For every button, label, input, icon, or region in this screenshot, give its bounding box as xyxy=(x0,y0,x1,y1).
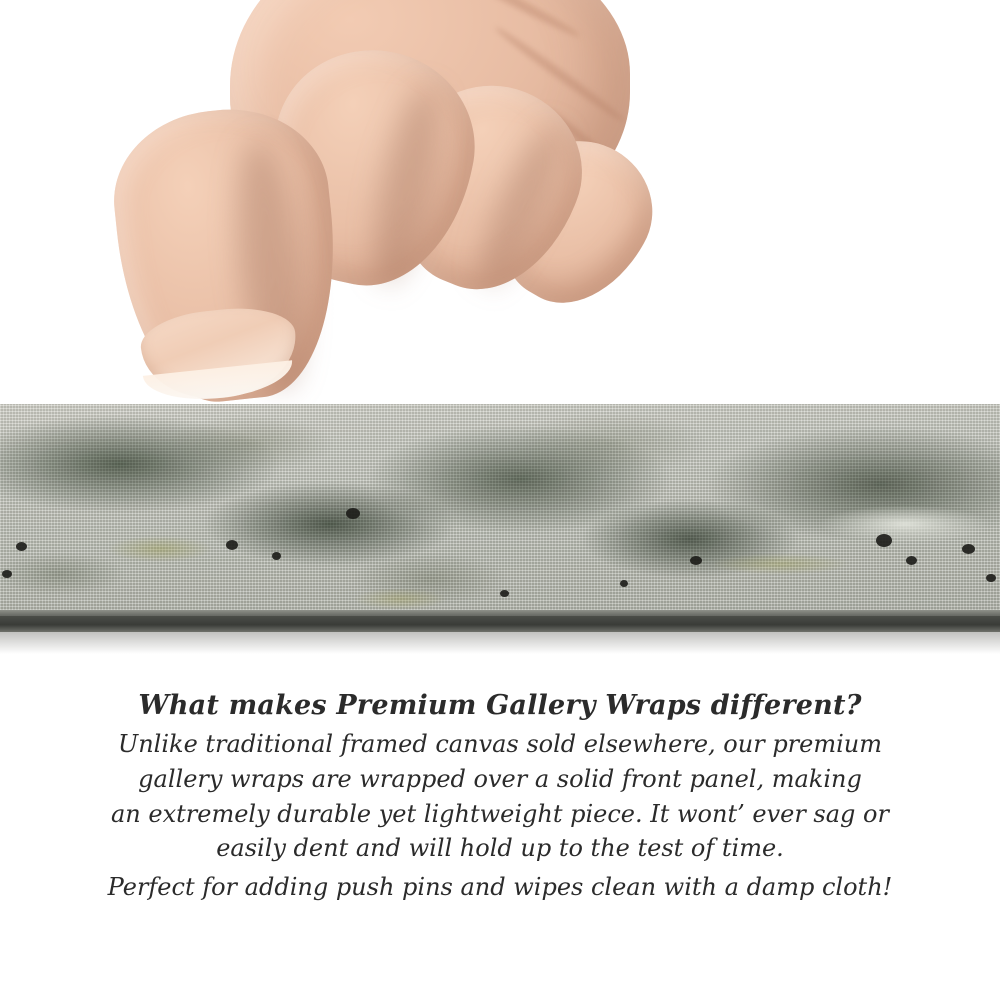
copy-line-3: an extremely durable yet lightweight piece. It wont’ ever sag or xyxy=(111,799,889,828)
copy-line-2: gallery wraps are wrapped over a solid front panel, making xyxy=(138,764,862,793)
paint-speck xyxy=(500,590,509,597)
wrap-side-panel xyxy=(0,616,1000,632)
wrap-drop-shadow xyxy=(0,632,1000,654)
paint-speck xyxy=(690,556,702,565)
gallery-wrap-edge xyxy=(0,404,1000,622)
paint-speck xyxy=(346,508,360,519)
paint-speck xyxy=(986,574,996,582)
paint-speck xyxy=(906,556,917,565)
paint-speck xyxy=(962,544,975,554)
canvas-paint-layer xyxy=(0,404,1000,622)
hand-pressing-canvas xyxy=(120,0,640,420)
copy-line-4: easily dent and will hold up to the test of time. xyxy=(216,834,784,863)
paint-speck xyxy=(16,542,27,551)
paint-speck xyxy=(2,570,12,578)
paint-speck xyxy=(876,534,892,547)
copy-heading: What makes Premium Gallery Wraps different? xyxy=(138,690,862,721)
marketing-copy xyxy=(0,690,1000,905)
copy-line-1: Unlike traditional framed canvas sold elsewhere, our premium xyxy=(117,730,882,758)
paint-speck xyxy=(620,580,628,587)
paint-speck xyxy=(272,552,281,560)
paint-speck xyxy=(226,540,238,550)
copy-line-5: Perfect for adding push pins and wipes clean with a damp cloth! xyxy=(107,873,893,902)
